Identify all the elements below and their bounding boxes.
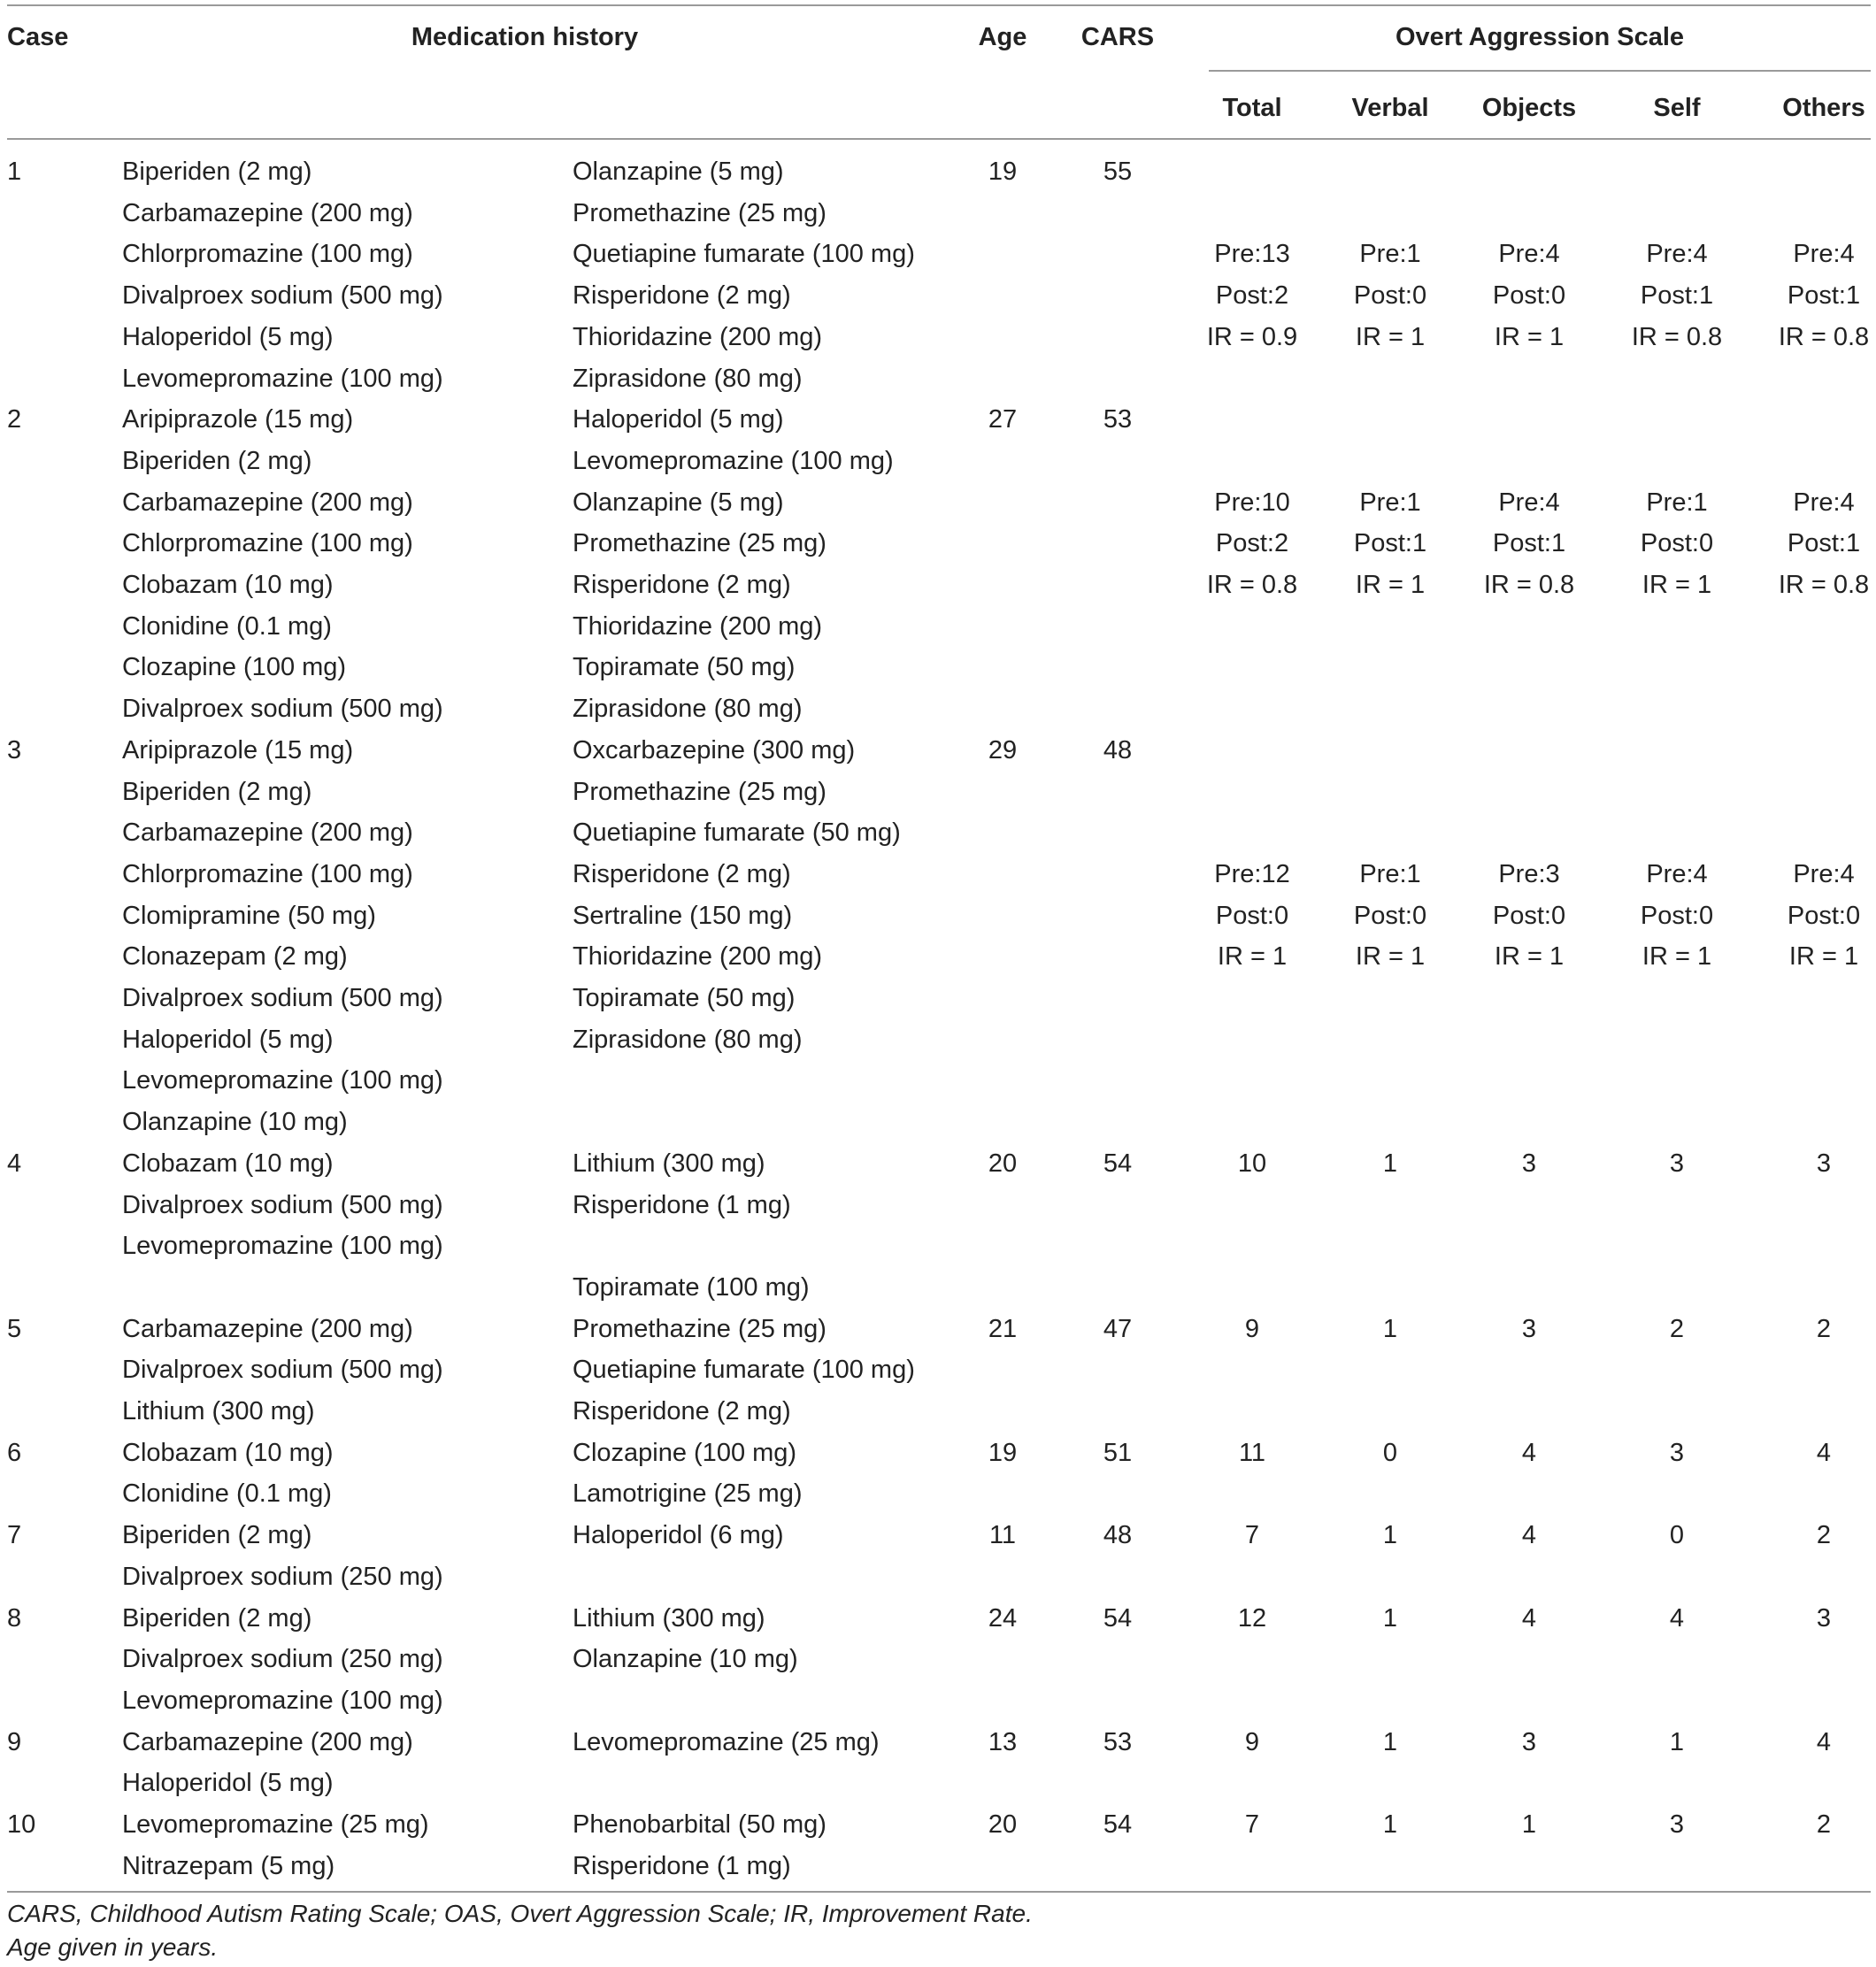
medication-item: Divalproex sodium (500 mg) [122,695,443,724]
oas-value: IR = 1 [1788,942,1859,972]
oas-value: Post:0 [1492,901,1566,930]
oas-value: IR = 0.8 [1778,571,1870,599]
oas-value: 1 [1382,1521,1398,1550]
medication-item: Levomepromazine (25 mg) [573,1727,880,1756]
medication-item: Levomepromazine (100 mg) [122,1066,443,1095]
medication-item: Promethazine (25 mg) [573,1314,827,1343]
oas-value: Post:1 [1787,281,1861,311]
header-bottom-rule [7,138,1871,140]
top-rule [7,4,1871,6]
oas-value: Post:0 [1787,901,1861,930]
medication-item: Sertraline (150 mg) [573,901,793,930]
medication-item: Carbamazepine (200 mg) [122,818,413,848]
oas-value: IR = 0.9 [1206,322,1298,351]
oas-value: IR = 1 [1494,942,1565,972]
medication-item: Lamotrigine (25 mg) [573,1479,803,1509]
medication-item: Levomepromazine (100 mg) [122,1686,443,1715]
cars-value: 51 [1103,1438,1133,1467]
table-bottom-rule [7,1891,1871,1893]
cars-value: 48 [1103,735,1133,765]
age-value: 20 [988,1149,1018,1178]
oas-value: 1 [1521,1810,1537,1839]
medication-item: Divalproex sodium (250 mg) [122,1645,443,1674]
oas-value: Post:0 [1492,281,1566,311]
oas-value: Pre:4 [1498,488,1560,517]
case-number: 1 [7,158,22,186]
oas-value: 4 [1669,1603,1685,1633]
oas-value: 3 [1521,1727,1537,1756]
medication-item: Biperiden (2 mg) [122,1521,312,1550]
medication-item: Haloperidol (5 mg) [122,1769,334,1798]
age-value: 11 [988,1521,1017,1550]
oas-value: Pre:10 [1214,488,1290,517]
header-verbal: Verbal [1351,94,1429,122]
cars-value: 53 [1103,1727,1133,1756]
header-cars: CARS [1080,23,1155,51]
medication-item: Clozapine (100 mg) [573,1438,797,1467]
cars-value: 47 [1103,1314,1133,1343]
oas-value: 1 [1382,1314,1398,1343]
oas-value: IR = 0.8 [1631,322,1723,351]
medication-item: Carbamazepine (200 mg) [122,1727,413,1756]
oas-value: Post:1 [1787,529,1861,558]
medication-item: Phenobarbital (50 mg) [573,1810,827,1839]
oas-value: Post:0 [1215,901,1289,930]
oas-value: Pre:13 [1214,240,1290,269]
header-overt-aggression-scale: Overt Aggression Scale [1395,23,1685,51]
medication-item: Clonidine (0.1 mg) [122,1479,332,1509]
age-value: 19 [988,1438,1018,1467]
oas-value: 3 [1521,1149,1537,1178]
oas-value: 3 [1669,1438,1685,1467]
case-number: 10 [7,1810,36,1839]
medication-item: Divalproex sodium (500 mg) [122,1190,443,1219]
medication-item: Thioridazine (200 mg) [573,942,823,972]
oas-value: IR = 1 [1355,571,1426,599]
oas-value: Post:0 [1353,901,1427,930]
oas-value: Pre:4 [1646,859,1708,888]
medication-item: Topiramate (100 mg) [573,1272,810,1302]
oas-value: 3 [1816,1149,1832,1178]
medication-item: Carbamazepine (200 mg) [122,488,413,517]
header-total: Total [1222,94,1282,122]
oas-value: IR = 0.8 [1206,571,1298,599]
oas-value: 9 [1244,1727,1260,1756]
oas-value: 2 [1669,1314,1685,1343]
case-number: 2 [7,405,22,434]
oas-value: 7 [1244,1810,1260,1839]
oas-value: 3 [1816,1603,1832,1633]
oas-value: Post:0 [1640,901,1714,930]
cars-value: 54 [1103,1149,1133,1178]
medication-item: Risperidone (2 mg) [573,571,791,599]
medication-item: Lithium (300 mg) [573,1603,765,1633]
oas-value: 1 [1669,1727,1685,1756]
case-number: 4 [7,1149,22,1178]
medication-item: Biperiden (2 mg) [122,777,312,806]
header-age: Age [978,23,1027,51]
medication-item: Clomipramine (50 mg) [122,901,376,930]
age-value: 29 [988,735,1018,765]
medication-item: Quetiapine fumarate (100 mg) [573,240,915,269]
medication-item: Divalproex sodium (500 mg) [122,984,443,1012]
case-number: 6 [7,1438,22,1467]
medication-item: Quetiapine fumarate (100 mg) [573,1356,915,1385]
oas-value: 0 [1382,1438,1398,1467]
medication-item: Risperidone (2 mg) [573,1397,791,1425]
medication-item: Carbamazepine (200 mg) [122,1314,413,1343]
medication-item: Promethazine (25 mg) [573,198,827,227]
oas-value: IR = 1 [1217,942,1288,972]
medication-item: Nitrazepam (5 mg) [122,1851,335,1880]
age-value: 19 [988,158,1018,186]
oas-value: IR = 1 [1642,942,1712,972]
cars-value: 54 [1103,1810,1133,1839]
case-number: 8 [7,1603,22,1633]
oas-value: IR = 1 [1355,942,1426,972]
medication-item: Haloperidol (5 mg) [122,322,334,351]
oas-value: 2 [1816,1314,1832,1343]
oas-value: Pre:1 [1646,488,1708,517]
medication-item: Aripiprazole (15 mg) [122,405,354,434]
oas-value: Pre:3 [1498,859,1560,888]
medication-item: Olanzapine (5 mg) [573,488,784,517]
oas-value: Pre:4 [1793,240,1855,269]
oas-value: IR = 0.8 [1483,571,1575,599]
medication-item: Clobazam (10 mg) [122,1149,334,1178]
medication-item: Lithium (300 mg) [122,1397,315,1425]
medication-item: Clonidine (0.1 mg) [122,611,332,641]
oas-value: 7 [1244,1521,1260,1550]
medication-item: Clobazam (10 mg) [122,571,334,599]
oas-value: Post:2 [1215,529,1289,558]
oas-value: Pre:1 [1359,859,1421,888]
oas-value: 2 [1816,1810,1832,1839]
header-others: Others [1782,94,1865,122]
oas-value: 4 [1816,1438,1832,1467]
oas-value: IR = 1 [1355,322,1426,351]
medication-item: Risperidone (2 mg) [573,859,791,888]
oas-value: Pre:1 [1359,240,1421,269]
medication-item: Levomepromazine (25 mg) [122,1810,429,1839]
medication-item: Risperidone (1 mg) [573,1851,791,1880]
case-number: 9 [7,1727,22,1756]
oas-value: 4 [1521,1438,1537,1467]
oas-value: 3 [1521,1314,1537,1343]
medication-item: Clonazepam (2 mg) [122,942,348,972]
oas-value: Post:0 [1353,281,1427,311]
oas-value: 4 [1521,1603,1537,1633]
oas-value: 2 [1816,1521,1832,1550]
age-value: 20 [988,1810,1018,1839]
oas-value: 9 [1244,1314,1260,1343]
medication-item: Clozapine (100 mg) [122,653,347,682]
oas-value: 3 [1669,1149,1685,1178]
medication-item: Olanzapine (5 mg) [573,158,784,186]
oas-value: 0 [1669,1521,1685,1550]
case-number: 7 [7,1521,22,1550]
medication-item: Haloperidol (6 mg) [573,1521,784,1550]
oas-value: Pre:4 [1793,488,1855,517]
age-value: 27 [988,405,1018,434]
medication-item: Haloperidol (5 mg) [573,405,784,434]
medication-item: Divalproex sodium (250 mg) [122,1562,443,1591]
oas-value: 1 [1382,1810,1398,1839]
cars-value: 54 [1103,1603,1133,1633]
age-value: 13 [988,1727,1018,1756]
medication-item: Risperidone (2 mg) [573,281,791,311]
header-self: Self [1653,94,1701,122]
medication-item: Aripiprazole (15 mg) [122,735,354,765]
medication-item: Chlorpromazine (100 mg) [122,529,413,558]
footnote-abbreviations: CARS, Childhood Autism Rating Scale; OAS, Overt Aggression Scale; IR, Improvement Rate. [7,1900,1033,1927]
oas-value: 1 [1382,1603,1398,1633]
medication-item: Olanzapine (10 mg) [122,1108,348,1137]
medication-item: Biperiden (2 mg) [122,158,312,186]
cars-value: 53 [1103,405,1133,434]
oas-value: Pre:4 [1498,240,1560,269]
medication-item: Levomepromazine (100 mg) [122,1232,443,1261]
oas-value: 1 [1382,1149,1398,1178]
medication-item: Thioridazine (200 mg) [573,611,823,641]
case-number: 3 [7,735,22,765]
oas-value: Pre:4 [1646,240,1708,269]
oas-value: Post:1 [1640,281,1714,311]
oas-value: 4 [1816,1727,1832,1756]
medication-item: Haloperidol (5 mg) [122,1025,334,1054]
medication-item: Quetiapine fumarate (50 mg) [573,818,901,848]
oas-value: Pre:1 [1359,488,1421,517]
medication-item: Chlorpromazine (100 mg) [122,240,413,269]
oas-value: 11 [1238,1438,1266,1467]
oas-value: Post:2 [1215,281,1289,311]
oas-value: 3 [1669,1810,1685,1839]
header-objects: Objects [1481,94,1577,122]
medication-item: Topiramate (50 mg) [573,984,796,1012]
oas-value: 4 [1521,1521,1537,1550]
medication-item: Thioridazine (200 mg) [573,322,823,351]
oas-value: Pre:4 [1793,859,1855,888]
medication-item: Oxcarbazepine (300 mg) [573,735,856,765]
medication-item: Ziprasidone (80 mg) [573,364,803,393]
medication-item: Biperiden (2 mg) [122,1603,312,1633]
oas-value: IR = 1 [1642,571,1712,599]
oas-group-rule [1209,70,1871,72]
oas-value: Pre:12 [1214,859,1290,888]
footnote-age-units: Age given in years. [7,1933,219,1961]
cars-value: 55 [1103,158,1133,186]
medication-item: Levomepromazine (100 mg) [573,446,894,475]
oas-value: Post:0 [1640,529,1714,558]
medication-item: Ziprasidone (80 mg) [573,1025,803,1054]
age-value: 24 [988,1603,1018,1633]
medication-item: Olanzapine (10 mg) [573,1645,798,1674]
header-medication-history: Medication history [411,23,639,51]
oas-value: Post:1 [1492,529,1566,558]
medication-item: Clobazam (10 mg) [122,1438,334,1467]
medication-item: Promethazine (25 mg) [573,777,827,806]
age-value: 21 [988,1314,1018,1343]
medication-item: Promethazine (25 mg) [573,529,827,558]
medication-item: Topiramate (50 mg) [573,653,796,682]
medication-item: Carbamazepine (200 mg) [122,198,413,227]
medication-item: Chlorpromazine (100 mg) [122,859,413,888]
oas-value: IR = 1 [1494,322,1565,351]
medication-item: Biperiden (2 mg) [122,446,312,475]
oas-value: Post:1 [1353,529,1427,558]
header-case: Case [7,23,69,51]
medication-item: Risperidone (1 mg) [573,1190,791,1219]
oas-value: 10 [1237,1149,1267,1178]
oas-value: 12 [1237,1603,1267,1633]
case-number: 5 [7,1314,22,1343]
medication-item: Levomepromazine (100 mg) [122,364,443,393]
oas-value: IR = 0.8 [1778,322,1870,351]
oas-value: 1 [1382,1727,1398,1756]
medication-item: Lithium (300 mg) [573,1149,765,1178]
medication-item: Ziprasidone (80 mg) [573,695,803,724]
medication-item: Divalproex sodium (500 mg) [122,1356,443,1385]
medication-item: Divalproex sodium (500 mg) [122,281,443,311]
cars-value: 48 [1103,1521,1133,1550]
